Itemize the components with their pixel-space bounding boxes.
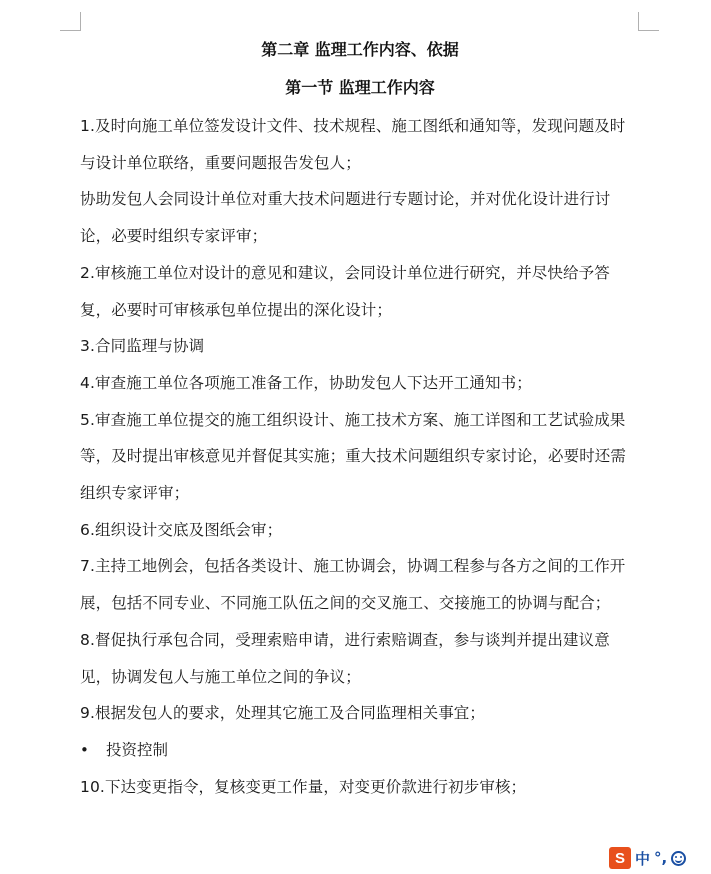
paragraph-9: 8.督促执行承包合同，受理索赔申请，进行索赔调查，参与谈判并提出建议意见，协调发包人与施工单位之间的争议；	[80, 630, 610, 686]
paragraph-2: 协助发包人会同设计单位对重大技术问题进行专题讨论，并对优化设计进行讨论，必要时组织专家评审；	[80, 190, 611, 246]
bullet-list-item	[80, 732, 640, 769]
paragraph-7: 6.组织设计交底及图纸会审；	[80, 520, 283, 539]
paragraph-1: 1.及时向施工单位签发设计文件、技术规程、施工图纸和通知等，发现问题及时与设计单位联络，重要问题报告发包人；	[80, 117, 626, 172]
paragraph-5: 4.审查施工单位各项施工准备工作，协助发包人下达开工通知书；	[80, 373, 532, 392]
paragraph-3: 2.审核施工单位对设计的意见和建议，会同设计单位进行研究，并尽快给予答复，必要时可审核承包单位提出的深化设计；	[80, 263, 610, 319]
paragraph-6: 5.审查施工单位提交的施工组织设计、施工技术方案、施工详图和工艺试验成果等，及时提出审核意见并督促其实施；重大技术问题组织专家讨论，必要时还需组织专家评审；	[80, 410, 627, 503]
paragraph-10: 9.根据发包人的要求，处理其它施工及合同监理相关事宜；	[80, 704, 485, 723]
document-body[interactable]	[80, 38, 640, 805]
paragraph-8: 7.主持工地例会，包括各类设计、施工协调会，协调工程参与各方之间的工作开展，包括不同专业、不同施工队伍之间的交叉施工、交接施工的协调与配合；	[80, 557, 626, 613]
ime-punctuation-toggle[interactable]: °,	[654, 849, 668, 867]
bullet-icon: •	[80, 740, 89, 759]
smile-icon[interactable]	[671, 851, 686, 866]
sogou-logo-icon[interactable]: S	[609, 847, 631, 869]
paragraph-11: 10.下达变更指令，复核变更工作量，对变更价款进行初步审核；	[80, 777, 527, 796]
ime-toolbar[interactable]	[609, 845, 709, 871]
section-title: 第一节 监理工作内容	[285, 78, 435, 97]
ime-mode-toggle[interactable]: 中	[635, 849, 651, 868]
top-left-margin-mark	[60, 12, 81, 31]
bullet-item-label: 投资控制	[106, 740, 169, 759]
chapter-title: 第二章 监理工作内容、依据	[261, 40, 459, 59]
paragraph-4: 3.合同监理与协调	[80, 337, 205, 356]
top-right-margin-mark	[638, 12, 659, 31]
